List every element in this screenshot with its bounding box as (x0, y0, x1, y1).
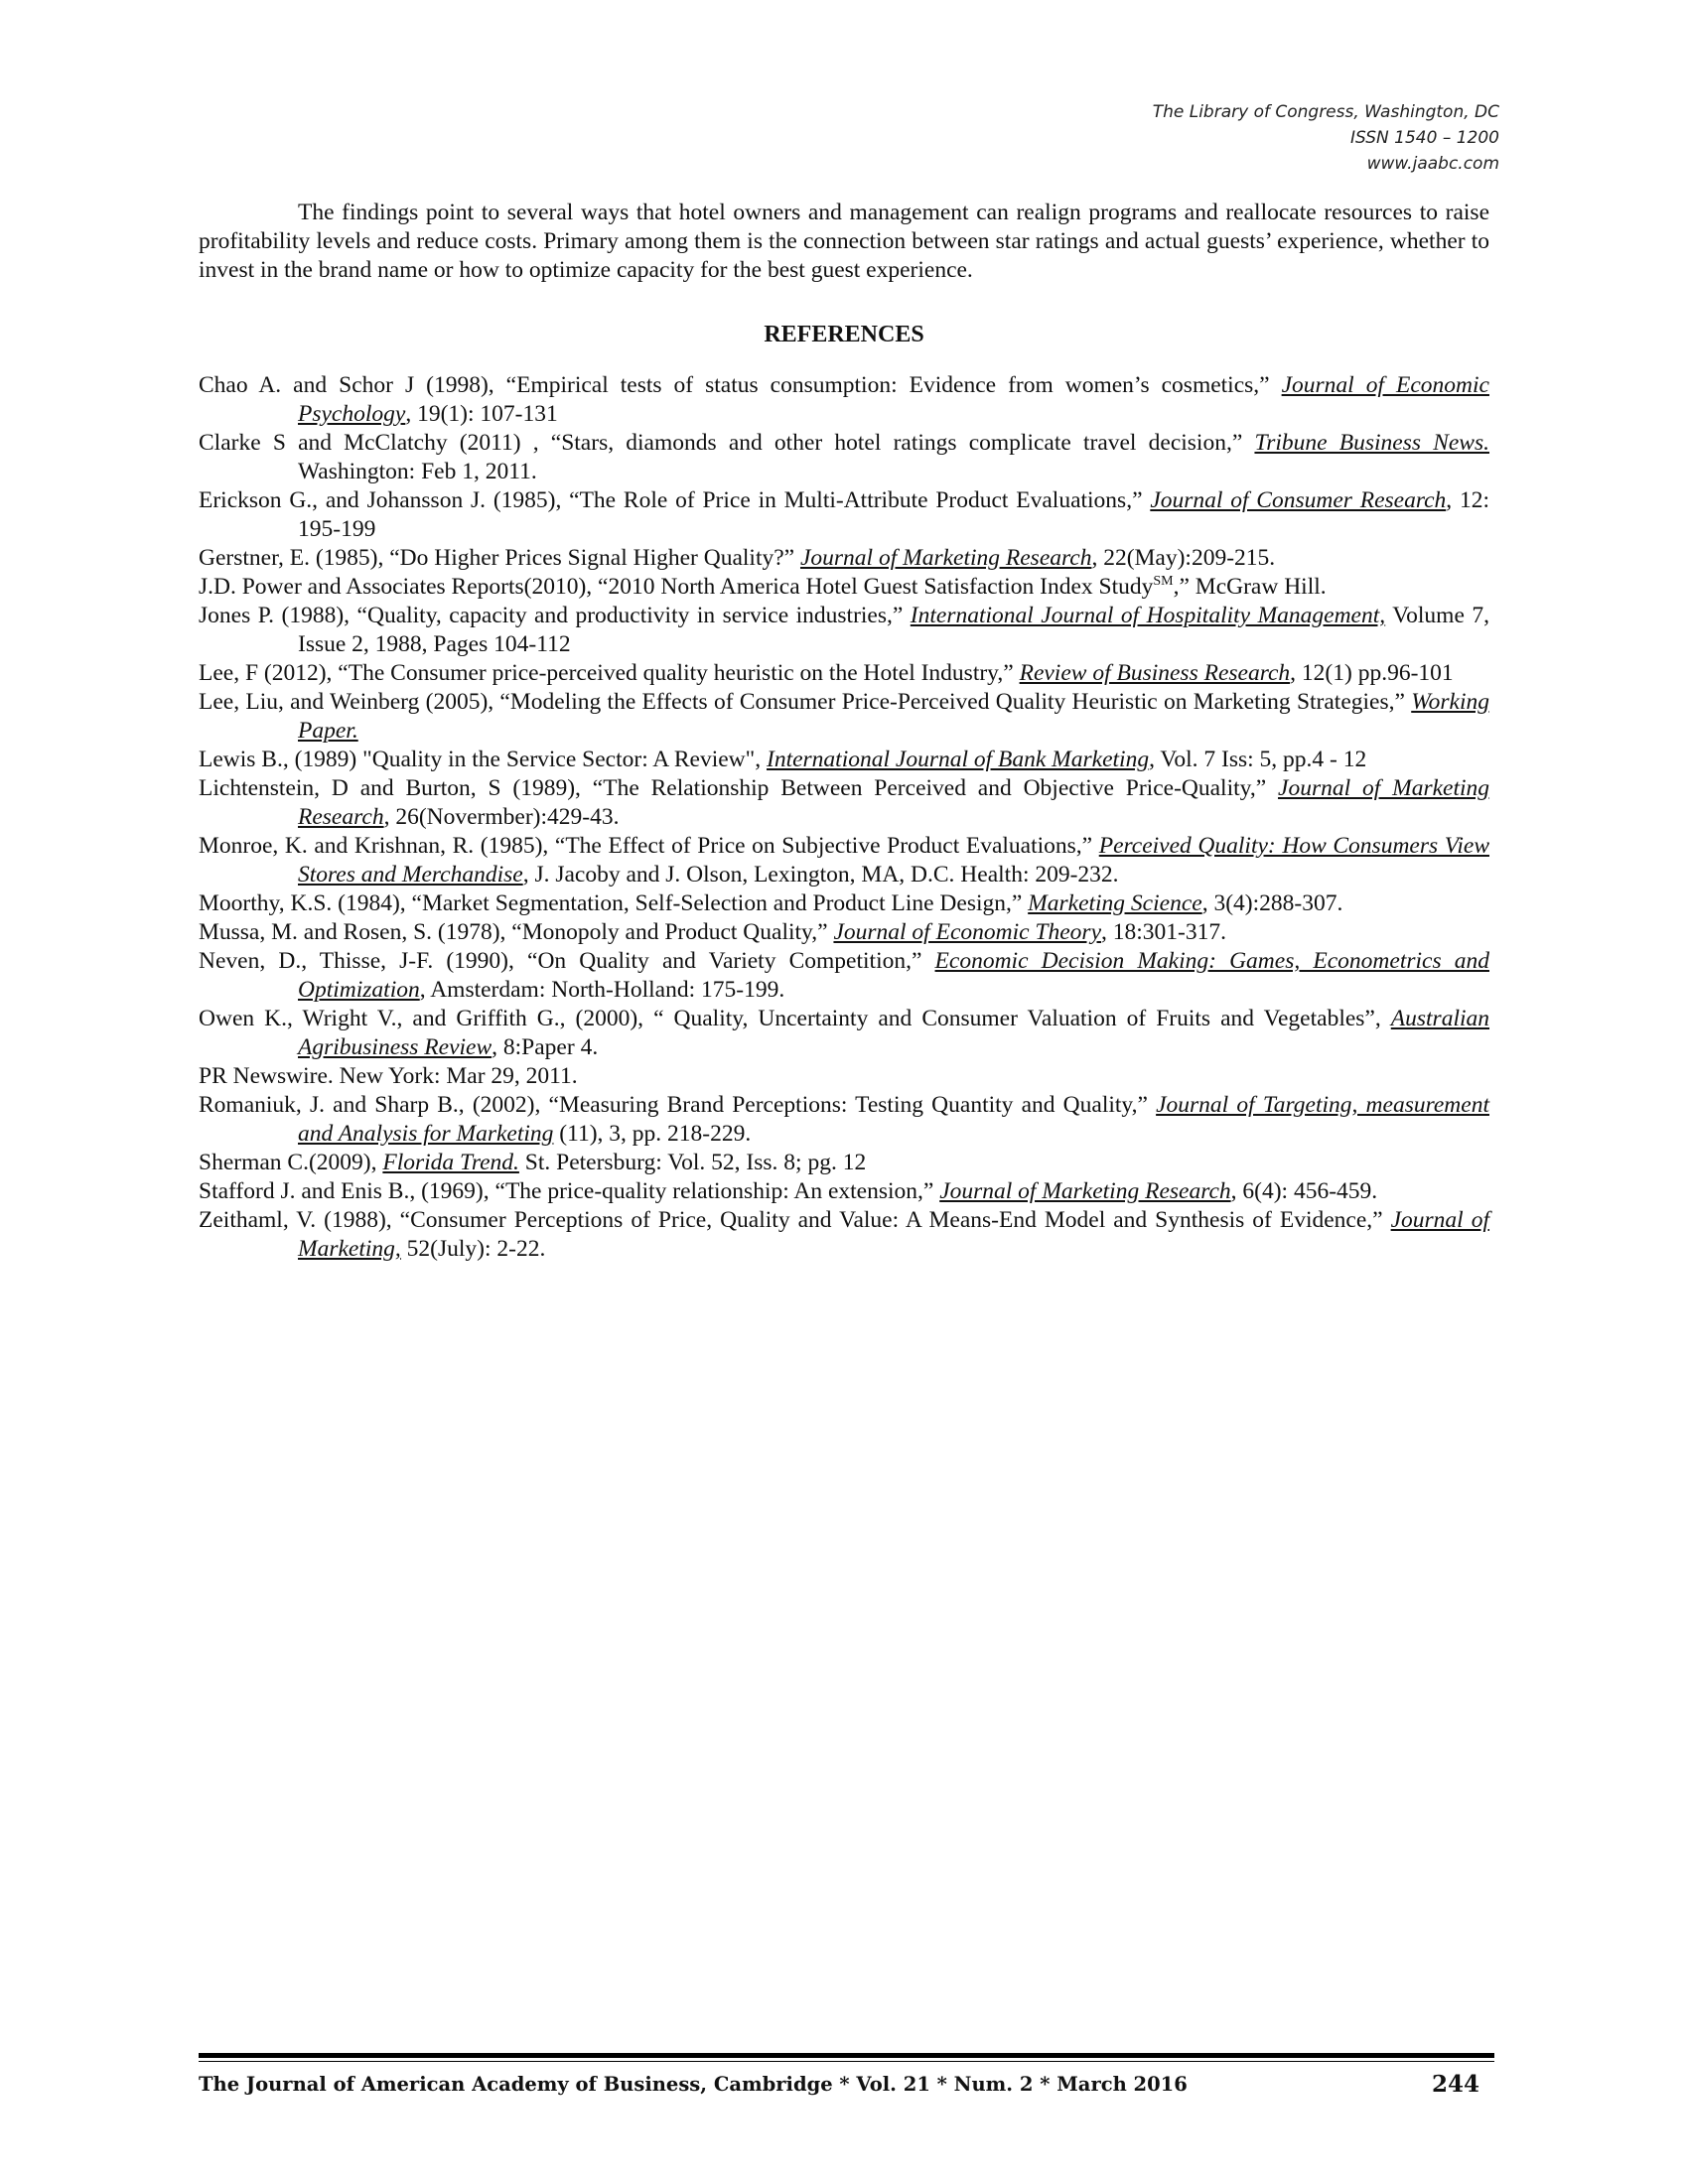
reference-item (199, 774, 1489, 832)
footer-journal-info: The Journal of American Academy of Business, Cambridge * Vol. 21 * Num. 2 * March 2016 (199, 2073, 1188, 2096)
reference-text: Lee, F (2012), “The Consumer price-perceived quality heuristic on the Hotel Industry,” (199, 660, 1020, 686)
reference-item (199, 832, 1489, 889)
reference-item (199, 889, 1489, 918)
reference-detail: (11), 3, pp. 218-229. (553, 1121, 752, 1147)
header-website: www.jaabc.com (1366, 154, 1499, 174)
reference-source: Journal of Economic Psychology (298, 372, 1489, 427)
reference-detail: St. Petersburg: Vol. 52, Iss. 8; pg. 12 (518, 1150, 867, 1175)
reference-item (199, 544, 1489, 573)
reference-item (199, 1005, 1489, 1062)
reference-source: Journal of Targeting, measurement and Analysis for Marketing (298, 1092, 1489, 1147)
reference-source: Florida Trend. (382, 1150, 519, 1175)
references-heading: REFERENCES (764, 322, 924, 347)
reference-source: Journal of Marketing Research (298, 775, 1490, 830)
reference-source: Review of Business Research (1019, 660, 1291, 686)
reference-text: Lee, Liu, and Weinberg (2005), “Modeling the Effects of Consumer Price-Perceived Quality Heuristic on Marketing Strategies,” (199, 689, 1412, 715)
reference-detail: , 22(May):209-215. (1091, 545, 1276, 571)
reference-text: PR Newswire. New York: Mar 29, 2011. (199, 1063, 578, 1089)
reference-text: Zeithaml, V. (1988), “Consumer Perceptions of Price, Quality and Value: A Means-End Model and Synthesis of Evidence,” (199, 1207, 1391, 1233)
reference-source: Working Paper. (298, 689, 1489, 744)
conclusion-paragraph: The findings point to several ways that hotel owners and management can realign programs and reallocate resources to raise profitability levels and reduce costs. Primary among them is the connection between star ratings and actual guests’ experience, whether to invest in the brand name or how to optimize capacity for the best guest experience. (199, 200, 1489, 283)
reference-text: Lichtenstein, D and Burton, S (1989), “The Relationship Between Perceived and Objective Price-Quality,” (199, 775, 1279, 801)
reference-source: Journal of Marketing Research (799, 545, 1092, 571)
footer-rule-thick (199, 2053, 1494, 2058)
reference-detail: , J. Jacoby and J. Olson, Lexington, MA, D.C. Health: 209-232. (522, 862, 1119, 887)
reference-source: Perceived Quality: How Consumers View Stores and Merchandise (298, 833, 1489, 887)
footer-rule (199, 2053, 1494, 2063)
reference-detail: , 3(4):288-307. (1201, 890, 1343, 916)
reference-source: Economic Decision Making: Games, Econometrics and Optimization (298, 948, 1489, 1003)
reference-detail: 52(July): 2-22. (400, 1236, 546, 1262)
reference-item (199, 1206, 1489, 1264)
reference-text: Owen K., Wright V., and Griffith G., (2000), “ Quality, Uncertainty and Consumer Valuation of Fruits and Vegetables”, (199, 1006, 1391, 1031)
reference-text: J.D. Power and Associates Reports(2010), “2010 North America Hotel Guest Satisfaction Index Study (199, 574, 1154, 600)
reference-detail: , 18:301-317. (1101, 919, 1226, 945)
reference-item (199, 602, 1489, 659)
reference-text: Erickson G., and Johansson J. (1985), “The Role of Price in Multi-Attribute Product Evaluations,” (199, 487, 1151, 513)
reference-item (199, 918, 1489, 947)
reference-item (199, 1149, 1489, 1177)
document-body (199, 199, 1489, 1264)
reference-item (199, 486, 1489, 544)
reference-text: Moorthy, K.S. (1984), “Market Segmentation, Self-Selection and Product Line Design,” (199, 890, 1029, 916)
reference-source: International Journal of Bank Marketing (767, 747, 1150, 772)
footer-rule-thin (199, 2061, 1494, 2062)
reference-text: Sherman C.(2009), (199, 1150, 383, 1175)
reference-superscript: SM (1153, 574, 1174, 590)
reference-item (199, 1091, 1489, 1149)
reference-source: Journal of Marketing, (298, 1207, 1490, 1262)
page-number: 244 (1431, 2071, 1479, 2098)
reference-text: Gerstner, E. (1985), “Do Higher Prices Signal Higher Quality?” (199, 545, 800, 571)
reference-item (199, 659, 1489, 688)
reference-item (199, 947, 1489, 1005)
reference-text: Mussa, M. and Rosen, S. (1978), “Monopoly and Product Quality,” (199, 919, 834, 945)
running-header (1153, 99, 1499, 177)
header-issn: ISSN 1540 – 1200 (1350, 128, 1499, 148)
reference-text: Romaniuk, J. and Sharp B., (2002), “Measuring Brand Perceptions: Testing Quantity and Quality,” (199, 1092, 1157, 1118)
reference-detail: , 6(4): 456-459. (1230, 1178, 1378, 1204)
reference-detail: Washington: Feb 1, 2011. (298, 459, 537, 484)
reference-text: Lewis B., (1989) "Quality in the Service Sector: A Review", (199, 747, 767, 772)
reference-detail: , Amsterdam: North-Holland: 175-199. (419, 977, 785, 1003)
reference-item (199, 746, 1489, 774)
reference-detail: , 12: 195-199 (298, 487, 1489, 542)
header-library: The Library of Congress, Washington, DC (1152, 102, 1499, 122)
reference-detail: Volume 7, Issue 2, 1988, Pages 104-112 (298, 603, 1489, 657)
reference-detail: , 19(1): 107-131 (405, 401, 558, 427)
reference-detail: , Vol. 7 Iss: 5, pp.4 - 12 (1149, 747, 1367, 772)
reference-item (199, 573, 1489, 602)
reference-detail: , 12(1) pp.96-101 (1290, 660, 1454, 686)
reference-text: Neven, D., Thisse, J-F. (1990), “On Quality and Variety Competition,” (199, 948, 935, 974)
reference-item (199, 1177, 1489, 1206)
reference-source: Journal of Consumer Research (1150, 487, 1447, 513)
reference-detail: , 8:Paper 4. (492, 1034, 599, 1060)
reference-item (199, 688, 1489, 746)
reference-detail: , 26(Novermber):429-43. (383, 804, 620, 830)
reference-text: Stafford J. and Enis B., (1969), “The price-quality relationship: An extension,” (199, 1178, 940, 1204)
reference-detail-end: ,” McGraw Hill. (1173, 574, 1327, 600)
reference-source: Marketing Science (1028, 890, 1202, 916)
reference-source: Journal of Economic Theory (833, 919, 1102, 945)
reference-item (199, 371, 1489, 429)
reference-text: Chao A. and Schor J (1998), “Empirical tests of status consumption: Evidence from women’s cosmetics,” (199, 372, 1282, 398)
reference-text: Clarke S and McClatchy (2011) , “Stars, diamonds and other hotel ratings complicate travel decision,” (199, 430, 1255, 456)
reference-source: Australian Agribusiness Review (298, 1006, 1489, 1060)
reference-source: Journal of Marketing Research (939, 1178, 1231, 1204)
reference-source: Tribune Business News. (1254, 430, 1489, 456)
reference-item (199, 429, 1489, 486)
reference-text: Monroe, K. and Krishnan, R. (1985), “The Effect of Price on Subjective Product Evaluations,” (199, 833, 1099, 859)
reference-text: Jones P. (1988), “Quality, capacity and productivity in service industries,” (199, 603, 911, 628)
reference-item (199, 1062, 1489, 1091)
reference-list (199, 371, 1489, 1264)
reference-source: International Journal of Hospitality Management, (910, 603, 1386, 628)
